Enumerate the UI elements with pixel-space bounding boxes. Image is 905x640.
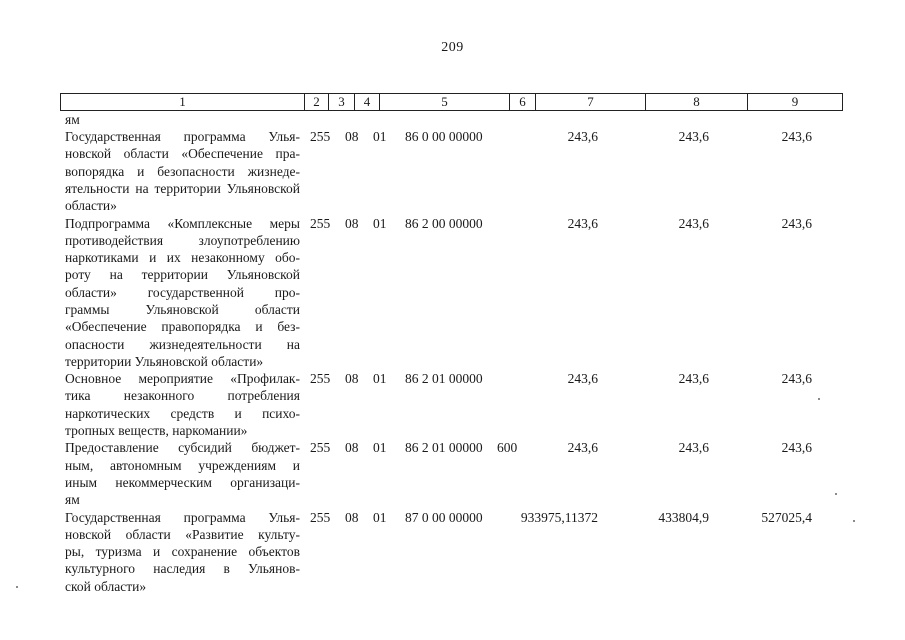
table-header — [60, 93, 843, 111]
page-number: 209 — [441, 40, 464, 55]
admin-code: 255 — [310, 440, 331, 456]
amount-col-7: 933975,11372 — [520, 509, 598, 525]
row-description — [65, 128, 300, 214]
target-article-code: 86 2 00 00000 — [405, 215, 483, 231]
scan-speck — [853, 520, 855, 522]
header-col-9: 9 — [791, 94, 799, 109]
amount-col-8: 433804,9 — [658, 509, 709, 525]
amount-col-9: 243,6 — [781, 371, 812, 387]
admin-code: 255 — [310, 371, 331, 387]
description-line: ятельности на территории Ульяновской — [65, 180, 300, 196]
subsection-code: 01 — [373, 509, 387, 525]
scan-speck — [835, 493, 837, 495]
target-article-code: 87 0 00 00000 — [405, 509, 483, 525]
description-line: Государственная программа Улья- — [65, 129, 300, 144]
description-line: ным, автономным учреждениям и — [65, 457, 300, 473]
amount-col-9: 243,6 — [781, 440, 812, 456]
header-col-1: 1 — [61, 94, 305, 110]
description-line: граммы Ульяновской области — [65, 301, 300, 317]
row-description — [65, 215, 300, 371]
header-col-7: 7 — [536, 94, 646, 110]
description-line: противодействия злоупотреблению — [65, 232, 300, 248]
description-line: Предоставление субсидий бюджет- — [65, 440, 300, 456]
target-article-code: 86 2 01 00000 — [405, 440, 483, 456]
section-code: 08 — [345, 129, 359, 144]
row-description — [65, 509, 300, 595]
description-line: области» государственной про- — [65, 284, 300, 300]
header-col-5: 5 — [380, 94, 510, 110]
amount-col-9: 243,6 — [781, 129, 812, 144]
description-line: культурного наследия в Ульянов- — [65, 561, 300, 577]
amount-col-7: 243,6 — [567, 440, 598, 456]
description-line: тропных веществ, наркомании» — [65, 423, 248, 439]
description-line: опасности жизнедеятельности на — [65, 336, 300, 352]
description-line: ской области» — [65, 578, 147, 594]
header-col-3: 3 — [329, 94, 355, 110]
scan-speck — [16, 586, 18, 588]
description-line: ям — [65, 492, 80, 508]
section-code: 08 — [345, 509, 359, 525]
target-article-code: 86 0 00 00000 — [405, 129, 483, 144]
header-col-6: 6 — [510, 94, 536, 110]
admin-code: 255 — [310, 509, 331, 525]
amount-col-8: 243,6 — [678, 440, 709, 456]
subsection-code: 01 — [373, 215, 387, 231]
amount-col-9: 243,6 — [781, 215, 812, 231]
description-line: новской области «Обеспечение пра- — [65, 146, 300, 162]
section-code: 08 — [345, 215, 359, 231]
amount-col-7: 243,6 — [567, 129, 598, 144]
section-code: 08 — [345, 371, 359, 387]
header-col-8: 8 — [646, 94, 748, 110]
amount-col-7: 243,6 — [567, 215, 598, 231]
description-line: Подпрограмма «Комплексные меры — [65, 215, 300, 231]
description-line: Государственная программа Улья- — [65, 509, 300, 525]
description-line: тика незаконного потребления — [65, 388, 300, 404]
amount-col-8: 243,6 — [678, 129, 709, 144]
continued-fragment: ям — [65, 112, 80, 127]
description-line: иным некоммерческим организаци- — [65, 474, 300, 490]
expense-type-code: 600 — [497, 440, 518, 456]
description-line: новской области «Развитие культу- — [65, 526, 300, 542]
scan-speck — [818, 398, 820, 400]
row-description — [65, 439, 300, 508]
description-line: роту на территории Ульяновской — [65, 267, 300, 283]
description-line: наркотиками и их незаконному обо- — [65, 250, 300, 266]
subsection-code: 01 — [373, 440, 387, 456]
description-line: области» — [65, 198, 117, 214]
description-line: территории Ульяновской области» — [65, 353, 264, 369]
subsection-code: 01 — [373, 371, 387, 387]
description-line: ры, туризма и сохранение объектов — [65, 544, 300, 560]
amount-col-7: 243,6 — [567, 371, 598, 387]
header-col-2: 2 — [305, 94, 329, 110]
amount-col-8: 243,6 — [678, 215, 709, 231]
section-code: 08 — [345, 440, 359, 456]
description-line: наркотических средств и психо- — [65, 405, 300, 421]
description-line: вопорядка и безопасности жизнеде- — [65, 163, 300, 179]
description-line: «Обеспечение правопорядка и без- — [65, 319, 300, 335]
description-line: Основное мероприятие «Профилак- — [65, 371, 300, 387]
amount-col-9: 527025,4 — [761, 509, 812, 525]
header-col-4: 4 — [355, 94, 380, 110]
subsection-code: 01 — [373, 129, 387, 144]
target-article-code: 86 2 01 00000 — [405, 371, 483, 387]
amount-col-8: 243,6 — [678, 371, 709, 387]
admin-code: 255 — [310, 215, 331, 231]
admin-code: 255 — [310, 129, 331, 144]
row-description — [65, 370, 300, 439]
